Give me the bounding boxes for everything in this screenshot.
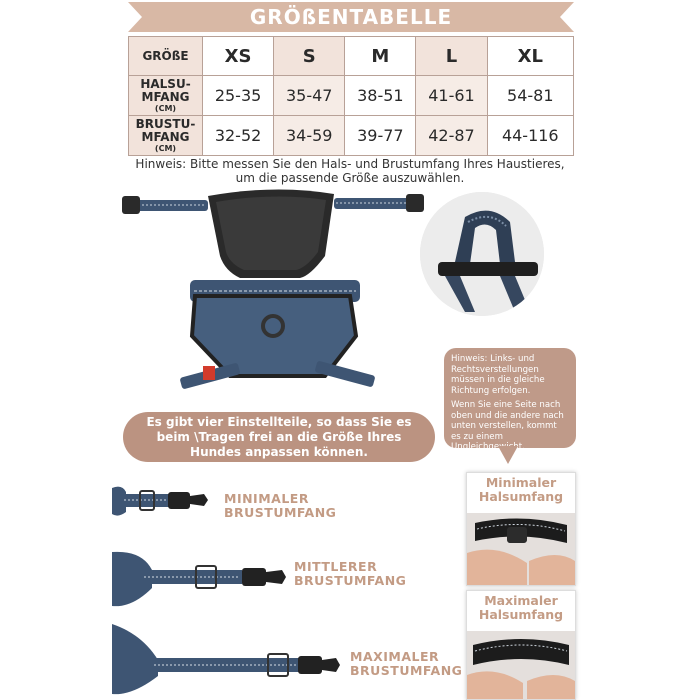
table-cell: 41-61: [416, 76, 487, 116]
card-photo: [467, 631, 575, 699]
hint-line: um die passende Größe auszuwählen.: [235, 171, 465, 185]
pill-line: Es gibt vier Einstellteile, so dass Sie es: [146, 415, 412, 429]
table-cell: 44-116: [487, 116, 573, 156]
row-label-chest: [129, 116, 203, 156]
measure-hint: [130, 157, 570, 185]
row-unit: (CM): [154, 143, 177, 153]
card-title-line: Maximaler: [484, 593, 558, 608]
table-cell: 34-59: [274, 116, 345, 156]
strap-label-line: MITTLERER: [294, 559, 378, 574]
strap-label-line: BRUSTUMFANG: [350, 663, 463, 678]
size-header-m: M: [345, 37, 416, 76]
table-cell: 38-51: [345, 76, 416, 116]
card-title-line: Minimaler: [485, 475, 557, 490]
row-label-line: HALSU-: [140, 76, 191, 91]
row-unit: (CM): [154, 103, 177, 113]
card-title-line: Halsumfang: [478, 489, 564, 504]
row-label-line: MFANG: [141, 129, 190, 144]
card-min-neck: [466, 472, 576, 586]
table-cell: 54-81: [487, 76, 573, 116]
table-row: [129, 116, 574, 156]
title-banner: [128, 2, 574, 32]
harness-image: [120, 186, 430, 401]
table-cell: 25-35: [203, 76, 274, 116]
bubble-text: Hinweis: Links- und Rechtsverstellungen müssen in die gleiche Richtung erfolgen.: [451, 354, 545, 396]
card-title-line: Halsumfang: [478, 607, 564, 622]
page-title: GRÖßENTABELLE: [249, 5, 453, 29]
table-cell: 42-87: [416, 116, 487, 156]
strap-label-mid: [294, 560, 406, 588]
strap-label-line: BRUSTUMFANG: [294, 573, 407, 588]
size-header-xl: XL: [487, 37, 573, 76]
pill-line: Hundes anpassen können.: [190, 445, 368, 459]
strap-image-min: [112, 484, 212, 522]
row-label-line: BRUSTU-: [135, 116, 196, 131]
pill-line: beim \Tragen frei an die Größe Ihres: [156, 430, 402, 444]
bubble-text: Wenn Sie eine Seite nach oben und die andere nach unten verstellen, kommt es zu einem Ungleichgewicht.: [451, 400, 564, 452]
strap-label-line: BRUSTUMFANG: [224, 505, 337, 520]
bubble-tail: [498, 446, 518, 464]
card-title: [467, 473, 575, 504]
adjustment-info-pill: [123, 412, 435, 462]
size-header-l: L: [416, 37, 487, 76]
table-row: [129, 76, 574, 116]
strap-label-min: [224, 492, 336, 520]
size-header-row: [129, 37, 574, 76]
hint-line: Hinweis: Bitte messen Sie den Hals- und Brustumfang Ihres Haustieres,: [135, 157, 565, 171]
strap-label-line: MINIMALER: [224, 491, 309, 506]
table-cell: 32-52: [203, 116, 274, 156]
adjustment-note-bubble: [444, 348, 576, 452]
size-header-s: S: [274, 37, 345, 76]
strap-image-max: [112, 624, 344, 700]
table-cell: 35-47: [274, 76, 345, 116]
table-cell: 39-77: [345, 116, 416, 156]
card-title: [467, 591, 575, 622]
strap-image-mid: [112, 550, 292, 612]
size-header-xs: XS: [203, 37, 274, 76]
corner-label: GRÖßE: [129, 37, 203, 76]
handle-closeup-photo: [420, 192, 544, 316]
strap-label-max: [350, 650, 462, 678]
row-label-line: MFANG: [141, 89, 190, 104]
size-table: [128, 36, 574, 156]
card-photo: [467, 513, 575, 585]
row-label-neck: [129, 76, 203, 116]
strap-label-line: MAXIMALER: [350, 649, 440, 664]
card-max-neck: [466, 590, 576, 700]
